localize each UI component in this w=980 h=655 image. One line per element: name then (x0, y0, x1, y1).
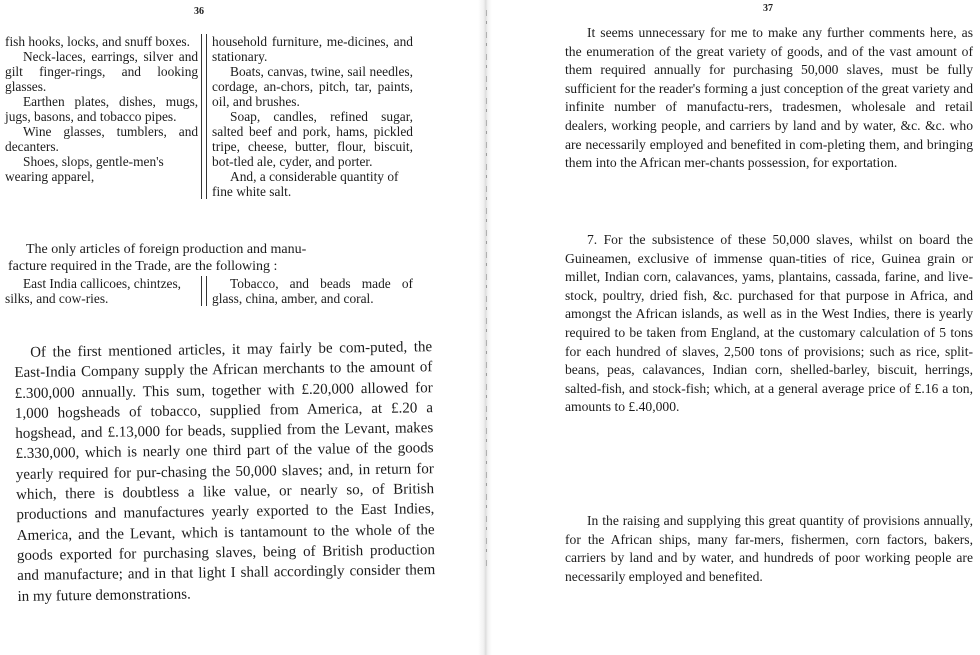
goods-item: Wine glasses, tumblers, and decanters. (5, 124, 199, 154)
goods-item: fish hooks, locks, and snuff boxes. (5, 34, 190, 49)
right-paragraph-1: It seems unnecessary for me to make any further comments here, as the enumeration of the great variety of goods, and of the vast amount of them required annually for purchasing 50,000 slaves, must be fully sufficient for the reader's forming a just conception of the great variety and infinite number of manufactu-rers, tradesmen, wholesale and retail dealers, working people, and carriers by land and by water, &c. &c. who are necessarily employed and benefited in com-pleting them, and bringing them into the African mer-chants possession, for exportation. (565, 25, 973, 171)
goods-list (5, 34, 413, 199)
foreign-articles-intro (8, 241, 421, 275)
goods-item: Shoes, slops, gentle-men's wearing apparel, (5, 154, 164, 184)
goods-item: household furniture, me-dicines, and stationary. (212, 34, 413, 64)
goods-list-col-b (207, 34, 413, 199)
foreign-list-col-b (207, 276, 413, 306)
foreign-list-col-a (5, 276, 201, 306)
right-page (500, 0, 980, 655)
page-number-left: 36 (194, 6, 204, 17)
right-paragraph-2: 7. For the subsistence of these 50,000 slaves, whilst on board the Guineamen, exclusive of immense quan-tities of rice, Guinea grain or millet, Indian corn, calavances, yams, plantains, cassada, farine, and live-stock, poultry, dried fish, &c. purchased for that purpose in Africa, and amongst the African islands, as well as in the West Indies, there is yearly required to be taken from England, at the customary calculation of 5 tons for each hundred of slaves, 2,500 tons of provisions; such as rice, split-beans, peas, calavances, Indian corn, shelled-barley, biscuit, herrings, salted-fish, and stock-fish; which, at a general average price of £.16 a ton, amounts to £.40,000. (565, 232, 973, 415)
intro-line-2: facture required in the Trade, are the following : (8, 259, 278, 274)
goods-item: Neck-laces, earrings, silver and gilt finger-rings, and looking glasses. (5, 49, 199, 94)
gutter-shadow-line (486, 10, 487, 570)
left-page (0, 0, 475, 655)
intro-line-1: The only articles of foreign production and manu- (26, 242, 307, 257)
foreign-item: Tobacco, and beads made of glass, china, amber, and coral. (212, 276, 413, 306)
goods-item: Earthen plates, dishes, mugs, jugs, basons, and tobacco pipes. (5, 94, 199, 124)
foreign-list (5, 276, 413, 306)
right-paragraph-3: In the raising and supplying this great quantity of provisions annually, for the African ships, many far-mers, fishermen, corn factors, bakers, carriers by land and by water, and hundreds of poor working people are necessarily employed and benefited. (565, 513, 973, 584)
page-number-right: 37 (763, 3, 773, 14)
goods-list-col-a (5, 34, 201, 199)
foreign-item: East India callicoes, chintzes, silks, and cow-ries. (5, 276, 182, 306)
book-gutter (478, 0, 492, 655)
left-paragraph: Of the first mentioned articles, it may fairly be com-puted, the East-India Company supply the African merchants to the amount of £.300,000 annually. This sum, together with £.20,000 allowed for 1,000 hogsheads of tobacco, supplied from America, at £.20 a hogshead, and £.13,000 for beads, supplied from the Levant, makes £.330,000, which is nearly one third part of the value of the goods yearly required for pur-chasing the 50,000 slaves; and, in return for which, there is doubtless a like value, or nearly so, of British productions and manufactures yearly exported to the East Indies, America, and the Levant, which is tantamount to the whole of the goods exported for purchasing slaves, being of British production and manufacture; and in that light I shall accordingly consider them in my future demonstrations. (14, 339, 436, 605)
goods-item: Soap, candles, refined sugar, salted beef and pork, hams, pickled tripe, cheese, butter, flour, biscuit, bot-tled ale, cyder, and porter. (212, 109, 413, 169)
goods-item: Boats, canvas, twine, sail needles, cordage, an-chors, pitch, tar, paints, oil, and brushes. (212, 64, 413, 109)
goods-item: And, a considerable quantity of fine white salt. (212, 169, 399, 199)
